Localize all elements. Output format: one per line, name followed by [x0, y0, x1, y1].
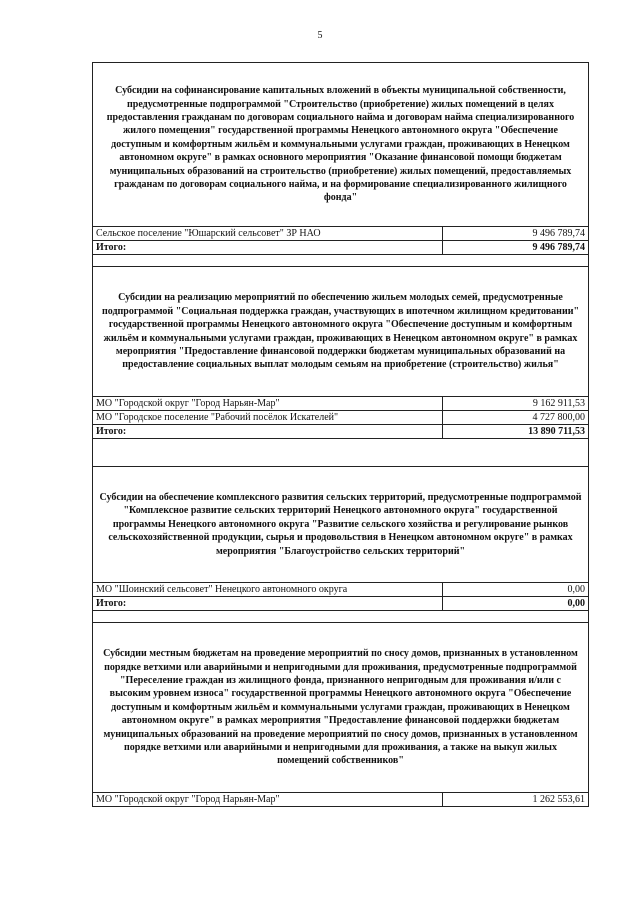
- subsidy-amount: 4 727 800,00: [443, 411, 589, 425]
- total-row: [93, 425, 589, 439]
- subsidy-table: [92, 62, 589, 807]
- total-label: Итого:: [93, 241, 443, 255]
- section-heading: Субсидии на реализацию мероприятий по обеспечению жильем молодых семей, предусмотренные подпрограммой "Социальная поддержка граждан, участвующих в ипотечном жилищном кредитовании" государственной программы Ненецкого автономного округа "Обеспечение доступным и комфортным жильём и коммунальными услугами граждан, проживающих в Ненецком автономном округе" в рамках мероприятия "Предоставление финансовой поддержки бюджетам муниципальных образований на предоставление социальных выплат молодым семьям на приобретение (строительство) жилья": [93, 267, 589, 397]
- total-amount: 9 496 789,74: [443, 241, 589, 255]
- table-row: [93, 227, 589, 241]
- municipality-name: МО "Шоинский сельсовет" Ненецкого автономного округа: [93, 583, 443, 597]
- section-4-heading-row: [93, 623, 589, 793]
- table-row: [93, 583, 589, 597]
- subsidy-amount: 9 496 789,74: [443, 227, 589, 241]
- municipality-name: Сельское поселение "Юшарский сельсовет" ЗР НАО: [93, 227, 443, 241]
- total-amount: 0,00: [443, 597, 589, 611]
- spacer-row: [93, 611, 589, 623]
- subsidy-amount: 9 162 911,53: [443, 397, 589, 411]
- section-3-heading-row: [93, 467, 589, 583]
- table-row: [93, 411, 589, 425]
- total-amount: 13 890 711,53: [443, 425, 589, 439]
- total-label: Итого:: [93, 425, 443, 439]
- spacer-row: [93, 255, 589, 267]
- municipality-name: МО "Городское поселение "Рабочий посёлок Искателей": [93, 411, 443, 425]
- municipality-name: МО "Городской округ "Город Нарьян-Мар": [93, 793, 443, 807]
- table-row: [93, 397, 589, 411]
- table-row: [93, 793, 589, 807]
- page-number: 5: [317, 30, 323, 41]
- total-row: [93, 241, 589, 255]
- section-heading: Субсидии на софинансирование капитальных вложений в объекты муниципальной собственности, предусмотренные подпрограммой "Строительство (приобретение) жилых помещений в целях предоставления гражданам по договорам социального найма и договорам найма специализированного жилого помещения" государственной программы Ненецкого автономного округа "Обеспечение доступным и комфортным жильём и коммунальными услугами граждан, проживающих в Ненецком автономном округе" в рамках основного мероприятия "Оказание финансовой помощи бюджетам муниципальных образований на строительство (приобретение) жилых помещений, предоставляемых гражданам по договорам социального найма, и на формирование специализированного жилищного фонда": [93, 63, 589, 227]
- section-heading: Субсидии местным бюджетам на проведение мероприятий по сносу домов, признанных в установленном порядке ветхими или аварийными и непригодными для проживания, предусмотренные подпрограммой "Переселение граждан из жилищного фонда, признанного непригодным для проживания и/или с высоким уровнем износа" государственной программы Ненецкого автономного округа "Обеспечение доступным и комфортным жильём и коммунальными услугами граждан, проживающих в Ненецком автономном округе" в рамках мероприятия "Предоставление финансовой поддержки бюджетам муниципальных образований на проведение мероприятий по сносу домов, признанных в установленном порядке ветхими или аварийными и непригодными для проживания, а также на выкуп жилых помещений собственников": [93, 623, 589, 793]
- total-row: [93, 597, 589, 611]
- municipality-name: МО "Городской округ "Город Нарьян-Мар": [93, 397, 443, 411]
- subsidy-amount: 1 262 553,61: [443, 793, 589, 807]
- section-heading: Субсидии на обеспечение комплексного развития сельских территорий, предусмотренные подпрограммой "Комплексное развитие сельских территорий Ненецкого автономного округа" государственной программы Ненецкого автономного округа "Развитие сельского хозяйства и регулирование рынков сельскохозяйственной продукции, сырья и продовольствия в Ненецком автономном округе" в рамках мероприятия "Благоустройство сельских территорий": [93, 467, 589, 583]
- total-label: Итого:: [93, 597, 443, 611]
- section-2-heading-row: [93, 267, 589, 397]
- section-1-heading-row: [93, 63, 589, 227]
- subsidy-amount: 0,00: [443, 583, 589, 597]
- spacer-row: [93, 439, 589, 467]
